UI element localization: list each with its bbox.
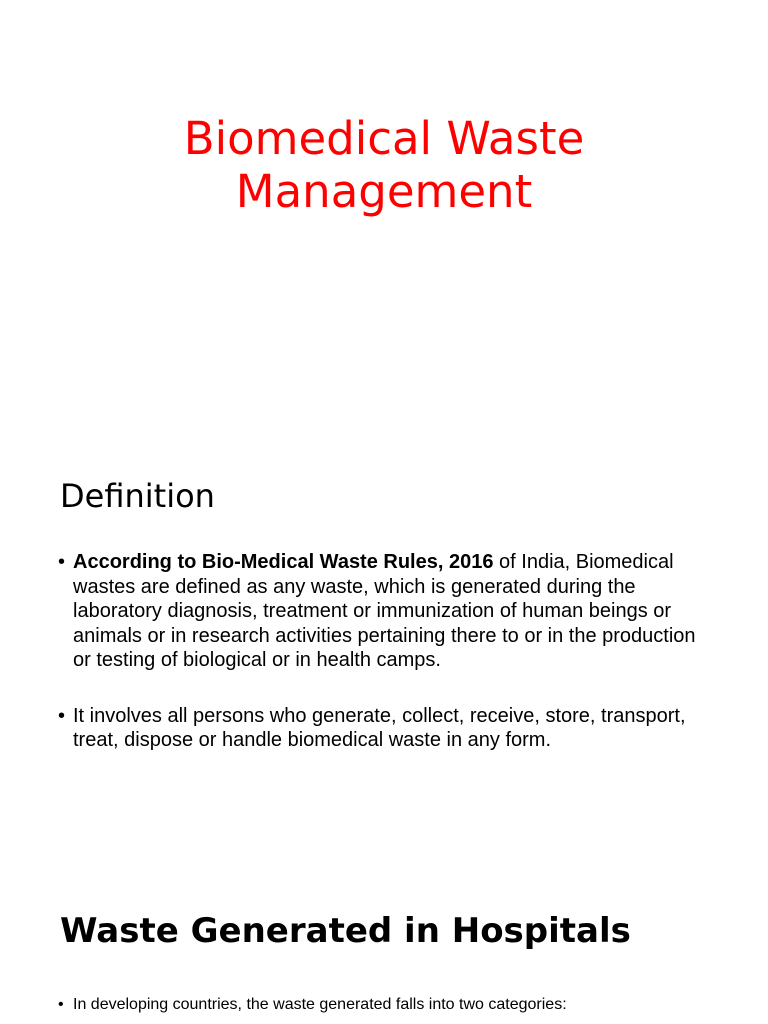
waste-heading: Waste Generated in Hospitals	[60, 911, 631, 951]
bullet-text: In developing countries, the waste generated falls into two categories:	[73, 996, 567, 1013]
waste-bullet-1	[58, 995, 718, 1015]
definition-bullet-2	[58, 704, 718, 753]
main-title-line-2: Management	[235, 165, 533, 218]
definition-heading: Definition	[60, 477, 215, 515]
main-title	[0, 112, 768, 218]
definition-bullet-1	[58, 550, 718, 673]
bullet-bold-lead: According to Bio-Medical Waste Rules, 2016	[73, 551, 494, 573]
waste-bullet-list	[58, 995, 718, 1015]
title-slide	[0, 0, 768, 440]
bullet-text: of India, Biomedical wastes are defined as any waste, which is generated during the laboratory diagnosis, treatment or immunization of human beings or animals or in research activities pertaining there to or in the production or testing of biological or in health camps.	[73, 551, 696, 671]
waste-slide	[0, 880, 768, 1024]
bullet-dot-icon: •	[58, 996, 64, 1013]
definition-slide	[0, 440, 768, 880]
bullet-text: It involves all persons who generate, collect, receive, store, transport, treat, dispose or handle biomedical waste in any form.	[73, 704, 686, 751]
bullet-dot-icon: •	[58, 704, 66, 727]
main-title-line-1: Biomedical Waste	[183, 112, 585, 165]
bullet-dot-icon: •	[58, 551, 66, 573]
definition-bullet-list	[58, 550, 718, 753]
